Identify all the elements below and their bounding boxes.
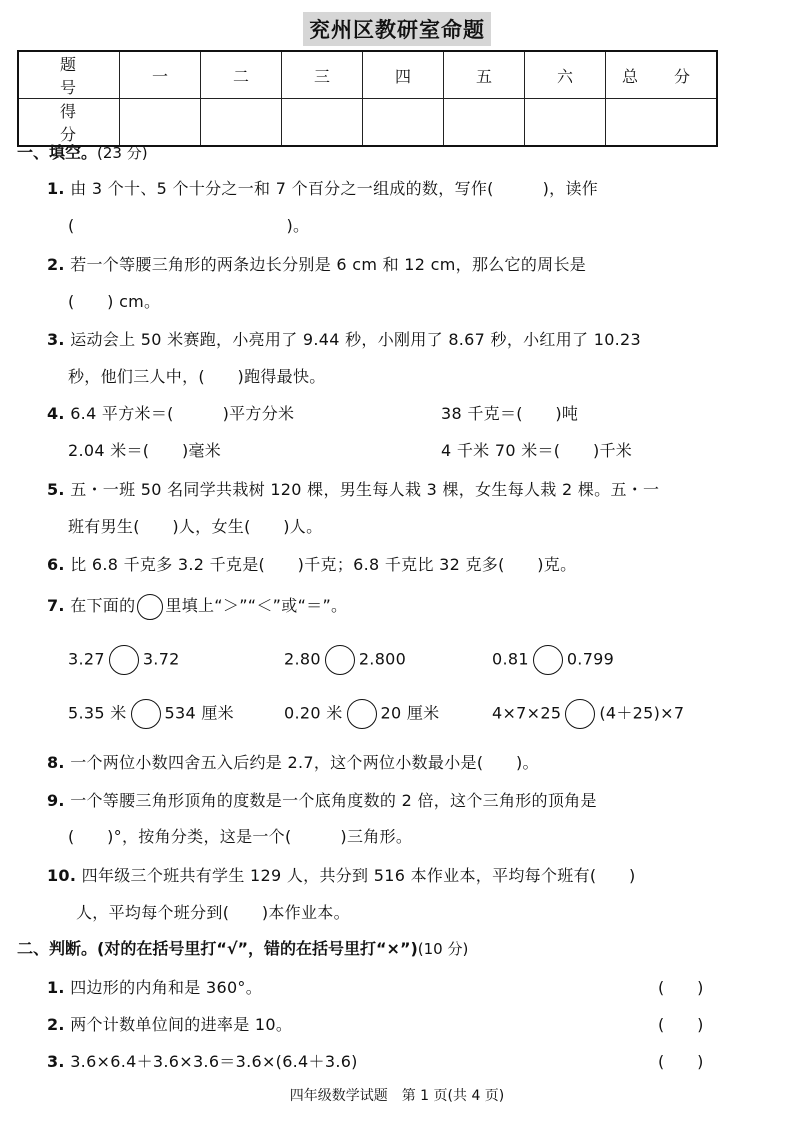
question-number: 5.	[47, 480, 65, 499]
question-text: 38 千克＝( )吨	[441, 404, 579, 423]
section1-points: (23 分)	[97, 144, 148, 162]
question-text: 6.4 平方米＝( )平方分米	[70, 404, 295, 423]
question-6	[47, 552, 576, 575]
question-10-line2	[76, 900, 350, 923]
question-text: 人，平均每个班分到( )本作业本。	[76, 903, 350, 922]
question-number: 1.	[47, 978, 65, 997]
compare-item-2	[284, 645, 406, 675]
compare-answer-circle[interactable]	[325, 645, 355, 675]
question-1-line1	[47, 176, 598, 199]
question-text: 五・一班 50 名同学共栽树 120 棵，男生每人栽 3 棵，女生每人栽 2 棵。五・一	[70, 480, 660, 499]
judge-item-3	[47, 1049, 358, 1072]
question-number: 3.	[47, 330, 65, 349]
question-4-d	[441, 438, 632, 461]
question-1-line2	[68, 213, 309, 236]
compare-left: 0.81	[492, 649, 529, 669]
question-number: 7.	[47, 596, 65, 615]
compare-answer-circle[interactable]	[131, 699, 161, 729]
question-3-line1	[47, 327, 641, 350]
question-text: 由 3 个十、5 个十分之一和 7 个百分之一组成的数，写作( )，读作	[70, 179, 599, 198]
question-text: 4 千米 70 米＝( )千米	[441, 441, 633, 460]
judge-item-1	[47, 975, 262, 998]
compare-left: 3.27	[68, 649, 105, 669]
question-text: 若一个等腰三角形的两条边长分别是 6 cm 和 12 cm，那么它的周长是	[70, 255, 587, 274]
question-7	[47, 593, 347, 620]
judge-item-2	[47, 1012, 292, 1035]
question-10-line1	[47, 863, 636, 886]
section2-title: 二、判断。(对的在括号里打“√”，错的在括号里打“×”)	[17, 939, 418, 958]
answer-blank[interactable]: ( )。	[68, 216, 310, 235]
compare-item-5	[284, 699, 439, 729]
score-table-col-2: 二	[201, 51, 282, 99]
exam-title-text: 兖州区教研室命题	[303, 12, 491, 46]
score-table-score-row	[18, 99, 717, 147]
score-cell[interactable]	[525, 99, 606, 147]
question-text: 两个计数单位间的进率是 10。	[70, 1015, 293, 1034]
compare-right: (4＋25)×7	[599, 703, 685, 723]
question-number: 3.	[47, 1052, 65, 1071]
question-number: 6.	[47, 555, 65, 574]
judge-answer-paren[interactable]: ( )	[658, 1052, 704, 1071]
question-8	[47, 750, 539, 773]
score-table-col-1: 一	[120, 51, 201, 99]
question-2-line1	[47, 252, 586, 275]
compare-right: 20 厘米	[380, 703, 440, 723]
question-4-c	[68, 438, 221, 461]
compare-right: 2.800	[358, 649, 407, 669]
score-table-label-question: 题 号	[18, 51, 120, 99]
judge-answer-paren[interactable]: ( )	[658, 1015, 704, 1034]
question-5-line2	[68, 514, 322, 537]
question-text: 3.6×6.4＋3.6×3.6＝3.6×(6.4＋3.6)	[70, 1052, 358, 1071]
compare-right: 3.72	[142, 649, 180, 669]
question-text: 秒，他们三人中，( )跑得最快。	[68, 367, 326, 386]
question-9-line2	[68, 824, 412, 847]
score-table	[17, 50, 718, 147]
question-text: ( )°，按角分类，这是一个( )三角形。	[68, 827, 413, 846]
question-number: 1.	[47, 179, 65, 198]
question-3-line2	[68, 364, 326, 387]
section2-heading	[17, 936, 468, 959]
question-9-line1	[47, 788, 597, 811]
question-4-b	[441, 401, 578, 424]
compare-left: 0.20 米	[284, 703, 343, 723]
compare-right: 0.799	[566, 649, 615, 669]
compare-answer-circle[interactable]	[347, 699, 377, 729]
compare-left: 4×7×25	[492, 703, 562, 723]
compare-answer-circle[interactable]	[109, 645, 139, 675]
question-number: 10.	[47, 866, 77, 885]
question-text: 里填上“＞”“＜”或“＝”。	[165, 596, 348, 615]
score-table-header-row	[18, 51, 717, 99]
compare-left: 5.35 米	[68, 703, 127, 723]
question-text: 2.04 米＝( )毫米	[68, 441, 222, 460]
compare-item-4	[68, 699, 234, 729]
score-table-col-5: 五	[444, 51, 525, 99]
compare-item-6	[492, 699, 684, 729]
question-number: 2.	[47, 1015, 65, 1034]
section2-points: (10 分)	[417, 940, 469, 958]
comparison-circle-icon	[137, 594, 163, 620]
score-table-col-total: 总 分	[606, 51, 718, 99]
score-cell[interactable]	[120, 99, 201, 147]
score-table-col-6: 六	[525, 51, 606, 99]
question-number: 8.	[47, 753, 65, 772]
section1-title: 一、填空。	[17, 143, 98, 162]
question-text: 四年级三个班共有学生 129 人，共分到 516 本作业本，平均每个班有( )	[81, 866, 636, 885]
question-text: 比 6.8 千克多 3.2 千克是( )千克；6.8 千克比 32 克多( )克。	[70, 555, 577, 574]
question-2-line2	[68, 289, 160, 312]
question-5-line1	[47, 477, 659, 500]
question-text: 在下面的	[70, 596, 136, 615]
exam-title	[0, 12, 794, 46]
question-text: 一个等腰三角形顶角的度数是一个底角度数的 2 倍，这个三角形的顶角是	[70, 791, 597, 810]
compare-right: 534 厘米	[164, 703, 234, 723]
score-cell[interactable]	[363, 99, 444, 147]
question-number: 9.	[47, 791, 65, 810]
compare-answer-circle[interactable]	[565, 699, 595, 729]
score-cell[interactable]	[444, 99, 525, 147]
score-cell[interactable]	[201, 99, 282, 147]
score-table-label-score: 得 分	[18, 99, 120, 147]
score-cell[interactable]	[282, 99, 363, 147]
compare-item-1	[68, 645, 180, 675]
question-text: 班有男生( )人，女生( )人。	[68, 517, 323, 536]
compare-left: 2.80	[284, 649, 321, 669]
question-text: 运动会上 50 米赛跑，小亮用了 9.44 秒，小刚用了 8.67 秒，小红用了 10.23	[70, 330, 642, 349]
page-footer: 四年级数学试题 第 1 页(共 4 页)	[289, 1088, 505, 1104]
section1-heading	[17, 140, 148, 163]
question-number: 4.	[47, 404, 65, 423]
compare-answer-circle[interactable]	[533, 645, 563, 675]
question-text: 一个两位小数四舍五入后约是 2.7，这个两位小数最小是( )。	[70, 753, 539, 772]
question-number: 2.	[47, 255, 65, 274]
question-4-a	[47, 401, 294, 424]
score-cell[interactable]	[606, 99, 718, 147]
score-table-col-3: 三	[282, 51, 363, 99]
question-text: 四边形的内角和是 360°。	[70, 978, 263, 997]
judge-answer-paren[interactable]: ( )	[658, 978, 704, 997]
compare-item-3	[492, 645, 614, 675]
answer-blank[interactable]: ( ) cm。	[68, 292, 161, 311]
score-table-col-4: 四	[363, 51, 444, 99]
